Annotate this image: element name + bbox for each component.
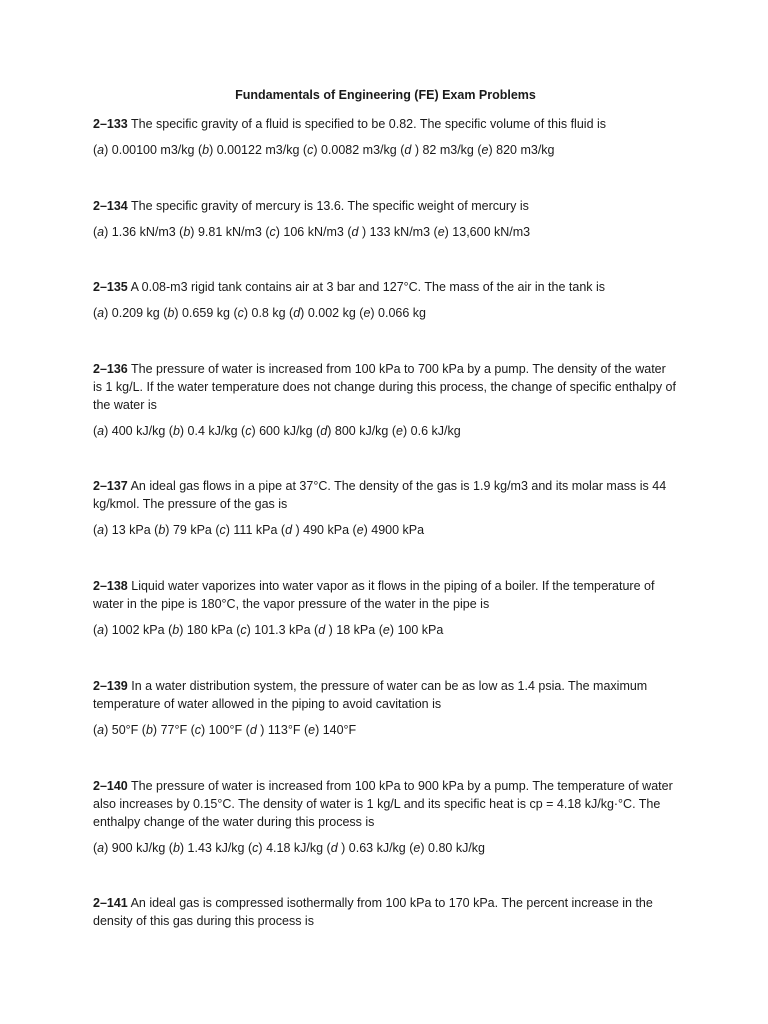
problem-text: The pressure of water is increased from 100 kPa to 900 kPa by a pump. The temperature of water also increases by 0.15°C. The density of water is 1 kg/L and its specific heat is cp = 4.18 kJ/kg·°C. The enthalpy change of the water during this process is [93,779,673,829]
option-value: 50°F [111,723,139,737]
option-letter: e [396,424,403,438]
option-value: 111 kPa [233,523,278,537]
option-value: 490 kPa [303,523,350,537]
option-value: 113°F [267,723,301,737]
problem-number: 2–133 [93,117,128,131]
problem-text: An ideal gas flows in a pipe at 37°C. The density of the gas is 1.9 kg/m3 and its molar mass is 44 kg/kmol. The pressure of the gas is [93,479,667,511]
option-value: 0.80 kJ/kg [428,841,485,855]
option-letter: d [320,424,328,438]
problem-text: The specific gravity of mercury is 13.6. The specific weight of mercury is [131,199,529,213]
option-value: 0.0082 m3/kg [320,143,397,157]
option-value: 600 kJ/kg [259,424,313,438]
option-value: 1002 kPa [111,623,165,637]
answer-options: (a) 1002 kPa (b) 180 kPa (c) 101.3 kPa (d ) 18 kPa (e) 100 kPa [93,623,444,637]
problem-question [93,894,678,930]
option-value: 0.4 kJ/kg [187,424,238,438]
option-letter: a [97,306,105,320]
option-value: 0.00122 m3/kg [216,143,300,157]
option-value: 100°F [208,723,243,737]
option-value: 18 kPa [336,623,376,637]
option-letter: c [237,306,244,320]
option-letter: c [194,723,202,737]
option-letter: a [97,841,105,855]
option-value: 4.18 kJ/kg [266,841,324,855]
problem-question [93,677,678,713]
option-letter: b [183,225,191,239]
option-value: 0.00100 m3/kg [111,143,195,157]
problem-number: 2–135 [93,280,128,294]
problem-text: The specific gravity of a fluid is specified to be 0.82. The specific volume of this fluid is [131,117,607,131]
option-letter: b [172,424,180,438]
option-letter: e [382,623,390,637]
option-letter: d [293,306,301,320]
option-letter: e [308,723,316,737]
option-letter: d [285,523,296,537]
problem-2-137 [93,477,678,539]
option-value: 800 kJ/kg [334,424,389,438]
option-value: 0.8 kg [251,306,286,320]
option-letter: b [145,723,153,737]
option-letter: e [437,225,445,239]
option-value: 0.066 kg [378,306,426,320]
option-letter: c [269,225,276,239]
problem-2-141 [93,894,678,930]
problem-text: The pressure of water is increased from 100 kPa to 700 kPa by a pump. The density of the water is 1 kg/L. If the water temperature does not change during this process, the change of specific enthalpy of the water is [93,362,676,412]
answer-options: (a) 50°F (b) 77°F (c) 100°F (d ) 113°F (e) 140°F [93,723,357,737]
option-letter: c [245,424,252,438]
option-letter: a [97,424,105,438]
option-value: 0.209 kg [111,306,160,320]
option-letter: c [219,523,226,537]
problem-question [93,360,678,414]
problem-question [93,777,678,831]
option-letter: b [158,523,166,537]
option-value: 77°F [160,723,188,737]
problem-number: 2–137 [93,479,128,493]
problem-text: Liquid water vaporizes into water vapor as it flows in the piping of a boiler. If the temperature of water in the pipe is 180°C, the vapor pressure of the water in the pipe is [93,579,655,611]
problem-2-139 [93,677,678,739]
option-value: 4900 kPa [371,523,425,537]
option-letter: d [351,225,362,239]
option-value: 13 kPa [111,523,151,537]
problem-2-140 [93,777,678,857]
answer-options: (a) 13 kPa (b) 79 kPa (c) 111 kPa (d ) 490 kPa (e) 4900 kPa [93,523,425,537]
answer-options: (a) 0.00100 m3/kg (b) 0.00122 m3/kg (c) 0.0082 m3/kg (d ) 82 m3/kg (e) 820 m3/kg [93,143,555,157]
problem-number: 2–139 [93,679,128,693]
problem-question [93,577,678,613]
option-value: 100 kPa [397,623,444,637]
option-letter: b [172,841,180,855]
problem-2-135 [93,278,678,322]
option-value: 0.002 kg [307,306,356,320]
option-letter: e [356,523,364,537]
option-letter: e [363,306,371,320]
problem-number: 2–140 [93,779,128,793]
option-letter: b [202,143,210,157]
option-value: 133 kN/m3 [369,225,431,239]
answer-options: (a) 900 kJ/kg (b) 1.43 kJ/kg (c) 4.18 kJ/kg (d ) 0.63 kJ/kg (e) 0.80 kJ/kg [93,841,485,855]
problem-question [93,477,678,513]
option-value: 79 kPa [172,523,212,537]
problem-number: 2–138 [93,579,128,593]
problem-2-134 [93,197,678,241]
problem-question [93,197,678,215]
option-value: 0.6 kJ/kg [410,424,461,438]
page-title: Fundamentals of Engineering (FE) Exam Problems [235,88,536,102]
problem-2-136 [93,360,678,440]
answer-options: (a) 1.36 kN/m3 (b) 9.81 kN/m3 (c) 106 kN/m3 (d ) 133 kN/m3 (e) 13,600 kN/m3 [93,225,531,239]
option-letter: d [318,623,329,637]
option-letter: d [330,841,342,855]
answer-options: (a) 0.209 kg (b) 0.659 kg (c) 0.8 kg (d) 0.002 kg (e) 0.066 kg [93,306,426,320]
option-value: 0.659 kg [181,306,230,320]
option-value: 1.43 kJ/kg [187,841,245,855]
option-value: 106 kN/m3 [283,225,344,239]
problem-2-133 [93,115,678,159]
option-letter: e [413,841,421,855]
option-value: 9.81 kN/m3 [197,225,262,239]
option-letter: b [172,623,180,637]
option-letter: a [97,225,105,239]
problem-question [93,115,678,133]
option-letter: b [167,306,175,320]
option-letter: a [97,623,105,637]
option-value: 1.36 kN/m3 [111,225,176,239]
option-letter: a [97,723,105,737]
option-letter: d [404,143,415,157]
option-letter: a [97,143,105,157]
option-letter: a [97,523,105,537]
option-value: 101.3 kPa [254,623,311,637]
option-value: 0.63 kJ/kg [348,841,406,855]
option-value: 400 kJ/kg [111,424,166,438]
answer-options: (a) 400 kJ/kg (b) 0.4 kJ/kg (c) 600 kJ/kg (d) 800 kJ/kg (e) 0.6 kJ/kg [93,424,461,438]
option-value: 180 kPa [186,623,233,637]
option-value: 140°F [322,723,357,737]
problem-text: An ideal gas is compressed isothermally from 100 kPa to 170 kPa. The percent increase in the density of this gas during this process is [93,896,653,928]
option-letter: c [252,841,259,855]
problem-number: 2–134 [93,199,128,213]
option-value: 820 m3/kg [496,143,555,157]
problem-number: 2–141 [93,896,128,910]
option-letter: c [307,143,314,157]
problem-question [93,278,678,296]
option-value: 900 kJ/kg [111,841,166,855]
problem-text: In a water distribution system, the pressure of water can be as low as 1.4 psia. The maximum temperature of water allowed in the piping to avoid cavitation is [93,679,648,711]
option-letter: e [481,143,489,157]
problem-text: A 0.08-m3 rigid tank contains air at 3 bar and 127°C. The mass of the air in the tank is [130,280,606,294]
option-value: 82 m3/kg [422,143,474,157]
option-letter: c [240,623,247,637]
problem-2-138 [93,577,678,639]
option-letter: d [249,723,261,737]
problem-number: 2–136 [93,362,128,376]
option-value: 13,600 kN/m3 [452,225,531,239]
